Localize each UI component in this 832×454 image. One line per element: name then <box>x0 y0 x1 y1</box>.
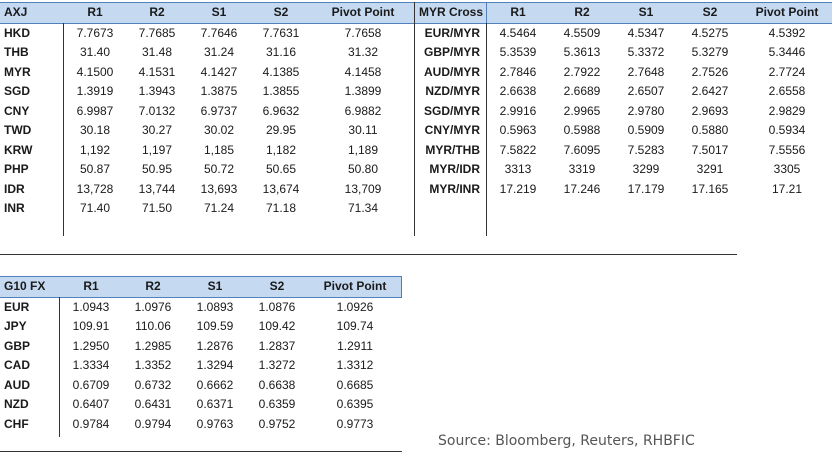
table-cell: 3313 <box>504 162 532 176</box>
column-header: S1 <box>184 277 246 298</box>
table-cell: 7.0132 <box>138 103 176 118</box>
myr_cross-title: MYR Cross <box>415 3 486 24</box>
row-label: PHP <box>4 162 29 176</box>
table-cell: 1.0926 <box>336 299 374 314</box>
row-label: EUR <box>4 299 30 314</box>
table-cell: 6.9987 <box>76 103 114 118</box>
table-row <box>0 356 402 376</box>
row-label: CAD <box>4 358 30 372</box>
table-cell: 13,709 <box>344 181 382 196</box>
table-cell: 4.5464 <box>499 25 537 40</box>
table-cell: 4.5275 <box>691 25 729 40</box>
table-cell: 2.7922 <box>563 64 601 79</box>
table-cell: 1.0893 <box>196 299 234 314</box>
g10-fx-table <box>0 276 402 434</box>
table-cell: 1.3272 <box>258 358 296 372</box>
row-label: EUR/MYR <box>424 25 480 40</box>
table-cell: 4.1385 <box>262 64 300 79</box>
axj-header-row <box>0 3 414 24</box>
table-cell: 7.5822 <box>499 142 537 157</box>
table-cell: 3305 <box>773 162 801 176</box>
table-cell: 71.40 <box>79 201 111 215</box>
table-cell: 109.91 <box>72 319 110 333</box>
table-cell: 0.9794 <box>134 416 172 431</box>
table-cell: 1.2911 <box>337 338 373 353</box>
row-label: SGD <box>4 84 31 98</box>
table-cell: 1,197 <box>141 142 173 157</box>
table-cell: 30.27 <box>141 123 173 137</box>
table-cell: 2.9965 <box>563 103 601 118</box>
myr_cross-header <box>415 3 832 24</box>
table-cell: 2.6427 <box>691 84 729 98</box>
table-cell: 6.9882 <box>344 103 382 118</box>
table-cell: 50.80 <box>347 162 379 176</box>
table-cell: 13,674 <box>262 181 300 196</box>
table-row <box>415 63 832 83</box>
row-label: MYR/IDR <box>429 162 480 176</box>
g10-header <box>0 277 402 298</box>
myr-cross-table <box>415 2 832 199</box>
table-cell: 3319 <box>568 162 596 176</box>
table-cell: 4.1427 <box>200 64 238 79</box>
table-cell: 0.5880 <box>691 123 729 137</box>
row-label: NZD <box>4 397 29 411</box>
table-cell: 1.0976 <box>134 299 172 314</box>
row-label: INR <box>4 201 25 215</box>
myr-cross-header-divider <box>486 2 487 23</box>
column-header: R2 <box>126 3 188 24</box>
column-header: R2 <box>550 3 614 24</box>
table-row <box>415 23 832 43</box>
column-header: Pivot Point <box>742 3 832 24</box>
g10-header-row <box>0 277 402 298</box>
table-row <box>415 43 832 63</box>
column-header: S1 <box>188 3 250 24</box>
table-cell: 1.3352 <box>134 358 172 372</box>
table-cell: 71.34 <box>347 201 379 215</box>
table-cell: 7.5556 <box>768 142 806 157</box>
table-cell: 1.3899 <box>344 84 382 98</box>
table-cell: 2.9780 <box>627 103 665 118</box>
g10-right-border <box>401 276 402 297</box>
table-cell: 2.9829 <box>768 103 806 118</box>
row-label: MYR/INR <box>429 181 480 196</box>
table-cell: 13,744 <box>138 181 176 196</box>
table-cell: 6.9632 <box>262 103 300 118</box>
table-cell: 50.87 <box>79 162 111 176</box>
table-cell: 1.3875 <box>200 84 238 98</box>
table-cell: 0.6685 <box>336 377 374 392</box>
table-cell: 0.9784 <box>72 416 110 431</box>
table-cell: 17.246 <box>563 181 601 196</box>
table-cell: 1.3855 <box>262 84 300 98</box>
table-cell: 50.95 <box>141 162 173 176</box>
axj-title: AXJ <box>0 3 64 24</box>
table-cell: 0.9763 <box>196 416 234 431</box>
table-cell: 7.5283 <box>627 142 665 157</box>
row-label: KRW <box>4 142 33 157</box>
table-cell: 2.7526 <box>691 64 729 79</box>
table-cell: 2.7846 <box>499 64 537 79</box>
table-row <box>0 337 402 357</box>
table-cell: 0.5934 <box>768 123 806 137</box>
table-cell: 1.2985 <box>134 338 172 353</box>
table-cell: 7.7646 <box>200 25 238 40</box>
column-header: S2 <box>246 277 308 298</box>
table-cell: 1.2837 <box>258 338 296 353</box>
row-label: HKD <box>4 25 30 40</box>
table-cell: 13,693 <box>200 181 238 196</box>
row-label: AUD <box>4 377 30 392</box>
table-cell: 0.6709 <box>72 377 110 392</box>
row-label: CNY/MYR <box>424 123 480 137</box>
table-cell: 1.3312 <box>336 358 374 372</box>
table-cell: 1,182 <box>265 142 297 157</box>
column-header: S1 <box>614 3 678 24</box>
table-cell: 0.9773 <box>336 416 374 431</box>
table-cell: 2.6507 <box>627 84 665 98</box>
g10-bottom-rule <box>0 451 402 452</box>
table-cell: 7.7631 <box>262 25 300 40</box>
table-cell: 7.7658 <box>344 25 382 40</box>
table-row <box>0 297 402 317</box>
table-cell: 109.42 <box>258 319 296 333</box>
row-label: CNY <box>4 103 30 118</box>
table-cell: 4.5509 <box>563 25 601 40</box>
table-cell: 71.18 <box>265 201 297 215</box>
table-cell: 2.9916 <box>499 103 537 118</box>
table-cell: 2.6638 <box>499 84 537 98</box>
table-cell: 4.5392 <box>768 25 806 40</box>
row-label: IDR <box>4 181 25 196</box>
table-cell: 5.3539 <box>499 45 537 59</box>
table-cell: 17.165 <box>691 181 729 196</box>
column-header: S2 <box>250 3 312 24</box>
table-cell: 2.6689 <box>563 84 601 98</box>
table-cell: 0.6359 <box>258 397 296 411</box>
table-cell: 3291 <box>696 162 724 176</box>
table-cell: 2.7648 <box>627 64 665 79</box>
row-label: TWD <box>4 123 32 137</box>
table-cell: 1,189 <box>347 142 379 157</box>
table-cell: 7.7673 <box>76 25 114 40</box>
table-cell: 2.9693 <box>691 103 729 118</box>
table-row <box>0 317 402 337</box>
table-cell: 4.1500 <box>76 64 114 79</box>
myr-cross-body <box>415 23 832 199</box>
row-label: MYR/THB <box>425 142 480 157</box>
table-cell: 30.02 <box>203 123 235 137</box>
table-cell: 5.3372 <box>627 45 665 59</box>
table-cell: 4.5347 <box>627 25 665 40</box>
column-header: S2 <box>678 3 742 24</box>
table-cell: 1.3294 <box>196 358 234 372</box>
table-cell: 5.3279 <box>691 45 729 59</box>
g10-body <box>0 297 402 434</box>
table-cell: 109.74 <box>336 319 374 333</box>
row-label: MYR <box>4 64 31 79</box>
table-cell: 30.18 <box>79 123 111 137</box>
table-row <box>415 160 832 180</box>
table-cell: 5.3446 <box>768 45 806 59</box>
myr-cross-left-border <box>486 23 487 236</box>
row-label: SGD/MYR <box>423 103 480 118</box>
table-cell: 31.48 <box>141 45 173 59</box>
table-cell: 71.50 <box>141 201 173 215</box>
table-cell: 0.6407 <box>72 397 110 411</box>
table-row <box>415 121 832 141</box>
table-row <box>415 82 832 102</box>
table-cell: 1.3919 <box>76 84 114 98</box>
axj-bottom-rule <box>0 254 737 255</box>
table-row <box>415 102 832 122</box>
column-header: Pivot Point <box>312 3 414 24</box>
table-cell: 0.9752 <box>258 416 296 431</box>
table-cell: 2.7724 <box>768 64 806 79</box>
table-cell: 6.9737 <box>200 103 238 118</box>
table-cell: 0.6662 <box>196 377 234 392</box>
row-label: CHF <box>4 416 29 431</box>
table-cell: 0.6431 <box>134 397 172 411</box>
table-cell: 7.5017 <box>691 142 729 157</box>
table-cell: 0.5988 <box>563 123 601 137</box>
table-cell: 1,185 <box>203 142 235 157</box>
row-label: GBP/MYR <box>423 45 480 59</box>
table-cell: 0.5963 <box>499 123 537 137</box>
table-cell: 71.24 <box>203 201 235 215</box>
table-cell: 17.219 <box>499 181 537 196</box>
row-label: GBP <box>4 338 31 353</box>
column-header: R1 <box>60 277 122 298</box>
column-header: R1 <box>64 3 126 24</box>
table-cell: 3299 <box>632 162 660 176</box>
table-cell: 29.95 <box>265 123 297 137</box>
table-cell: 1.2950 <box>72 338 110 353</box>
axj-left-border <box>63 23 64 236</box>
column-header: R2 <box>122 277 184 298</box>
row-label: AUD/MYR <box>424 64 480 79</box>
table-row <box>0 395 402 415</box>
row-label: JPY <box>4 319 27 333</box>
table-cell: 17.21 <box>771 181 803 196</box>
table-cell: 50.65 <box>265 162 297 176</box>
source-note: Source: Bloomberg, Reuters, RHBFIC <box>438 433 695 449</box>
row-label: NZD/MYR <box>425 84 480 98</box>
row-label: THB <box>4 45 29 59</box>
column-header: Pivot Point <box>308 277 402 298</box>
table-cell: 0.6371 <box>196 397 234 411</box>
table-cell: 31.40 <box>79 45 111 59</box>
table-cell: 50.72 <box>203 162 235 176</box>
g10-title: G10 FX <box>0 277 60 298</box>
table-cell: 30.11 <box>348 123 378 137</box>
table-cell: 1.2876 <box>196 338 234 353</box>
table-row <box>0 376 402 396</box>
table-cell: 31.16 <box>265 45 297 59</box>
table-cell: 4.1531 <box>138 64 176 79</box>
table-row <box>0 415 402 435</box>
table-cell: 17.179 <box>627 181 665 196</box>
table-cell: 4.1458 <box>344 64 382 79</box>
table-row <box>415 180 832 200</box>
table-cell: 109.59 <box>196 319 234 333</box>
table-cell: 1.3334 <box>72 358 110 372</box>
table-cell: 13,728 <box>76 181 114 196</box>
axj-header <box>0 3 414 24</box>
table-row <box>415 141 832 161</box>
table-cell: 0.6395 <box>336 397 374 411</box>
table-cell: 5.3613 <box>563 45 601 59</box>
table-cell: 0.5909 <box>627 123 665 137</box>
myr-cross-header-row <box>415 3 832 24</box>
table-cell: 31.32 <box>347 45 379 59</box>
table-cell: 1,192 <box>79 142 111 157</box>
table-cell: 2.6558 <box>768 84 806 98</box>
table-cell: 31.24 <box>203 45 235 59</box>
table-cell: 1.0943 <box>72 299 110 314</box>
table-cell: 0.6638 <box>258 377 296 392</box>
table-cell: 1.0876 <box>258 299 296 314</box>
table-divider <box>414 2 415 236</box>
table-cell: 0.6732 <box>134 377 172 392</box>
table-cell: 110.06 <box>135 319 171 333</box>
g10-left-border <box>59 297 60 437</box>
table-cell: 7.7685 <box>138 25 176 40</box>
table-cell: 7.6095 <box>563 142 601 157</box>
column-header: R1 <box>486 3 550 24</box>
table-cell: 1.3943 <box>138 84 176 98</box>
